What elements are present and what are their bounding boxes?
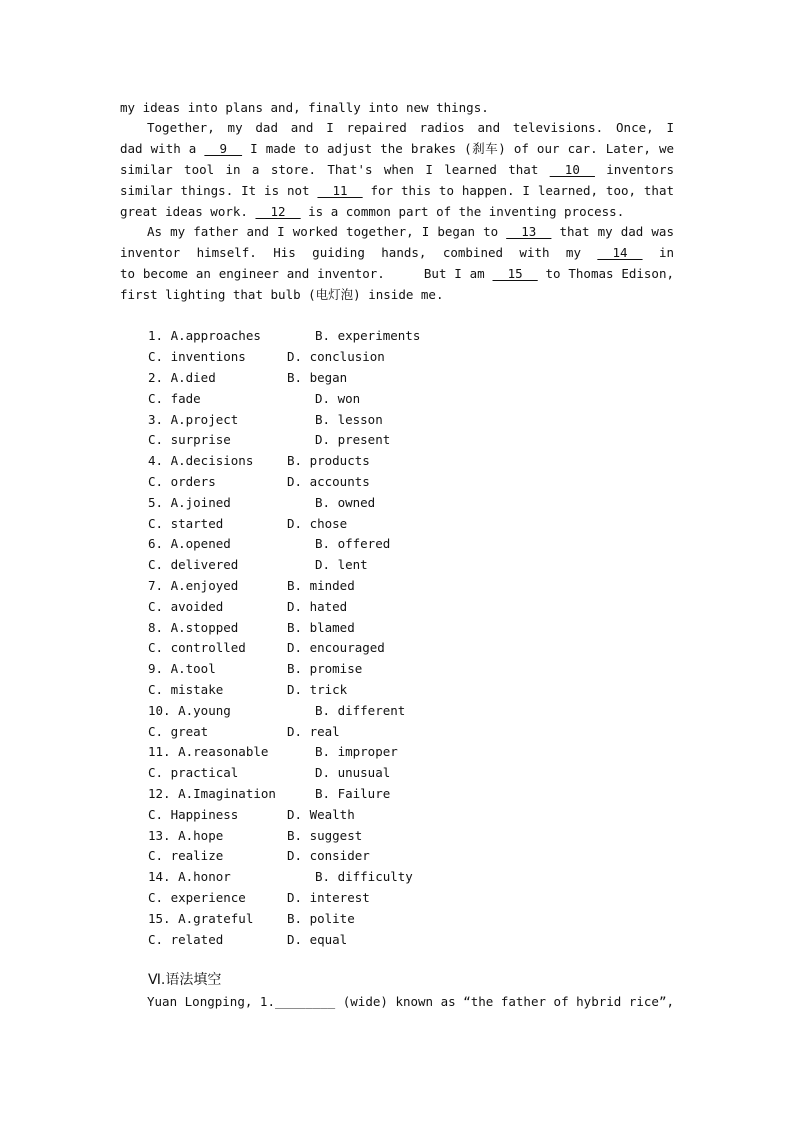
option-14-a: 14. A.honor [148,869,231,884]
option-15-a: 15. A.grateful [148,911,254,926]
passage-para2-line-3 [120,162,674,178]
text-segment: Yuan Longping, 1. [147,994,275,1009]
option-5-c: C. started [148,516,224,531]
text-segment: to become an engineer and inventor. But I am [120,266,485,281]
option-1-c: C. inventions [148,349,246,364]
option-12-a: 12. A.Imagination [148,786,276,801]
option-15-b: B. polite [287,911,355,926]
text-segment: for this to happen. I learned, too, that [370,183,674,198]
option-9-a: 9. A.tool [148,661,216,676]
text-segment: I made to adjust the brakes (刹车) of our car. Later, we [250,141,674,156]
option-15-c: C. related [148,932,224,947]
option-10-d: D. real [287,724,340,739]
option-8-d: D. encouraged [287,640,385,655]
text-segment: dad with a [120,141,197,156]
option-14-b: B. difficulty [315,869,413,884]
option-11-c: C. practical [148,765,239,780]
option-1-a: 1. A.approaches [148,328,261,343]
passage-para2-line-4 [120,183,674,199]
passage-para3-line-2 [120,245,674,261]
option-13-c: C. realize [148,848,224,863]
text-segment: similar tool in a store. That's when I learned that [120,162,539,177]
option-14-c: C. experience [148,890,246,905]
text-segment: great ideas work. [120,204,248,219]
option-1-b: B. experiments [315,328,421,343]
option-2-b: B. began [287,370,348,385]
option-8-c: C. controlled [148,640,246,655]
option-3-c: C. surprise [148,432,231,447]
option-11-b: B. improper [315,744,398,759]
blank-14: __14__ [597,245,643,260]
option-3-b: B. lesson [315,412,383,427]
option-2-a: 2. A.died [148,370,216,385]
text-segment: in [658,245,674,260]
option-7-d: D. hated [287,599,348,614]
text-segment: similar things. It is not [120,183,310,198]
passage-para3-line-3 [120,266,674,282]
option-1-d: D. conclusion [287,349,385,364]
option-4-d: D. accounts [287,474,370,489]
text-segment: (wide) known as “the father of hybrid rice”, [342,994,674,1009]
passage-para3-line-1 [147,224,674,240]
text-segment: inventors [606,162,674,177]
option-13-a: 13. A.hope [148,828,224,843]
option-11-d: D. unusual [315,765,391,780]
option-14-d: D. interest [287,890,370,905]
option-7-a: 7. A.enjoyed [148,578,239,593]
option-13-d: D. consider [287,848,370,863]
blank-9: __9__ [204,141,243,156]
option-10-b: B. different [315,703,406,718]
option-12-b: B. Failure [315,786,391,801]
option-11-a: 11. A.reasonable [148,744,269,759]
option-6-a: 6. A.opened [148,536,231,551]
option-6-b: B. offered [315,536,391,551]
option-5-d: D. chose [287,516,348,531]
option-15-d: D. equal [287,932,348,947]
option-4-b: B. products [287,453,370,468]
option-6-c: C. delivered [148,557,239,572]
option-5-b: B. owned [315,495,376,510]
option-12-d: D. Wealth [287,807,355,822]
passage-para2-line-1: Together, my dad and I repaired radios and televisions. Once, I [147,120,674,135]
blank-11: __11__ [317,183,363,198]
text-segment: As my father and I worked together, I began to [147,224,499,239]
option-7-c: C. avoided [148,599,224,614]
blank-10: __10__ [549,162,595,177]
option-4-c: C. orders [148,474,216,489]
option-13-b: B. suggest [287,828,363,843]
text-segment: to Thomas Edison, [545,266,674,281]
option-12-c: C. Happiness [148,807,239,822]
option-9-b: B. promise [287,661,363,676]
option-2-d: D. won [315,391,361,406]
option-3-a: 3. A.project [148,412,239,427]
option-8-a: 8. A.stopped [148,620,239,635]
passage-para2-line-2 [120,141,674,157]
option-9-d: D. trick [287,682,348,697]
option-8-b: B. blamed [287,620,355,635]
text-segment: is a common part of the inventing process. [308,204,625,219]
option-3-d: D. present [315,432,391,447]
passage-para2-line-5 [120,204,674,220]
text-segment: inventor himself. His guiding hands, combined with my [120,245,581,260]
section6-line-1 [147,994,674,1010]
option-4-a: 4. A.decisions [148,453,254,468]
passage-para3-line-4: first lighting that bulb (电灯泡) inside me. [120,287,444,302]
option-9-c: C. mistake [148,682,224,697]
blank-15: __15__ [492,266,538,281]
option-10-a: 10. A.young [148,703,231,718]
option-10-c: C. great [148,724,209,739]
blank-12: __12__ [255,204,301,219]
answer-blank-1: ________ [274,994,336,1009]
text-segment: that my dad was [559,224,674,239]
option-7-b: B. minded [287,578,355,593]
passage-line-1: my ideas into plans and, finally into new things. [120,100,489,115]
blank-13: __13__ [506,224,552,239]
section-heading: Ⅵ.语法填空 [148,972,222,988]
option-5-a: 5. A.joined [148,495,231,510]
option-2-c: C. fade [148,391,201,406]
option-6-d: D. lent [315,557,368,572]
